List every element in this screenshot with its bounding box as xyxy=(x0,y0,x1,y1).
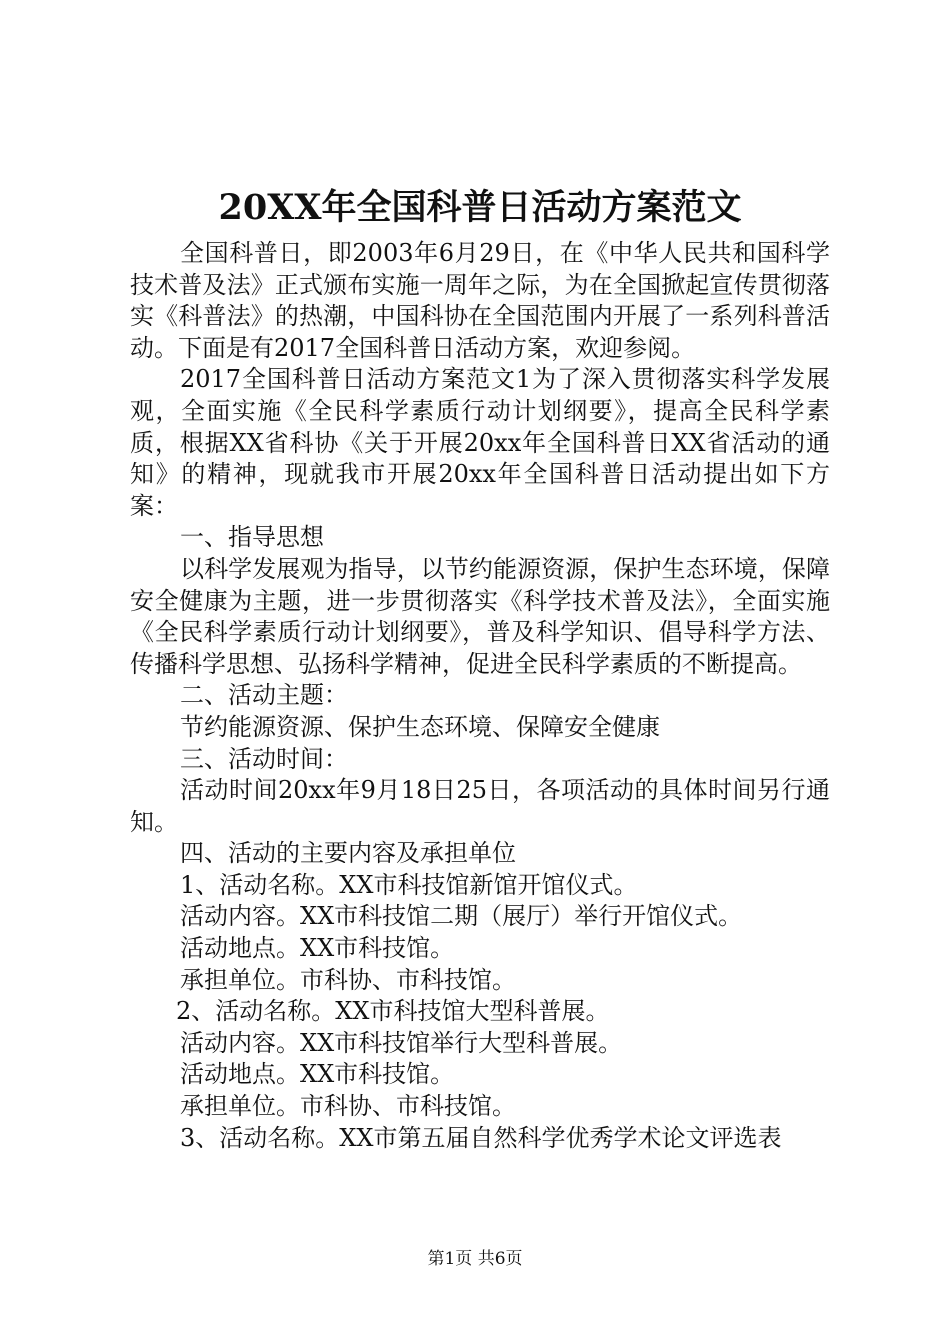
section-heading: 二、活动主题： xyxy=(180,681,348,710)
section-heading: 一、指导思想 xyxy=(180,523,324,552)
paragraph: 活动时间20xx年9月18日25日，各项活动的具体时间另行通知。 xyxy=(130,776,830,836)
list-item: 活动内容。XX市科技馆举行大型科普展。 xyxy=(180,1028,623,1057)
section-heading: 四、活动的主要内容及承担单位 xyxy=(180,839,516,868)
list-item: 活动内容。XX市科技馆二期（展厅）举行开馆仪式。 xyxy=(180,902,743,931)
section-heading: 三、活动时间： xyxy=(180,744,348,773)
document-title: 20XX年全国科普日活动方案范文 xyxy=(218,187,742,228)
paragraph: 全国科普日，即2003年6月29日，在《中华人民共和国科学技术普及法》正式颁布实施一周年之际，为在全国掀起宣传贯彻落实《科普法》的热潮，中国科协在全国范围内开展了一系列科普活动。下面是有2017全国科普日活动方案，欢迎参阅。 xyxy=(130,239,830,362)
list-item: 2、活动名称。XX市科技馆大型科普展。 xyxy=(176,997,610,1026)
list-item: 活动地点。XX市科技馆。 xyxy=(180,934,455,963)
paragraph: 节约能源资源、保护生态环境、保障安全健康 xyxy=(180,712,660,741)
paragraph: 2017全国科普日活动方案范文1为了深入贯彻落实科学发展观，全面实施《全民科学素质行动计划纲要》，提高全民科学素质，根据XX省科协《关于开展20xx年全国科普日XX省活动的通知》的精神，现就我市开展20xx年全国科普日活动提出如下方案： xyxy=(130,365,830,520)
document-body xyxy=(130,238,830,1154)
document-page xyxy=(130,180,830,1154)
list-item: 承担单位。市科协、市科技馆。 xyxy=(180,1092,516,1121)
list-item: 1、活动名称。XX市科技馆新馆开馆仪式。 xyxy=(180,870,638,899)
list-item: 承担单位。市科协、市科技馆。 xyxy=(180,965,516,994)
page-footer: 第1页 共6页 xyxy=(427,1249,523,1269)
paragraph: 以科学发展观为指导，以节约能源资源，保护生态环境，保障安全健康为主题，进一步贯彻落实《科学技术普及法》，全面实施《全民科学素质行动计划纲要》，普及科学知识、倡导科学方法、传播科学思想、弘扬科学精神，促进全民科学素质的不断提高。 xyxy=(130,554,830,678)
list-item: 3、活动名称。XX市第五届自然科学优秀学术论文评选表 xyxy=(180,1123,782,1152)
list-item: 活动地点。XX市科技馆。 xyxy=(180,1060,455,1089)
